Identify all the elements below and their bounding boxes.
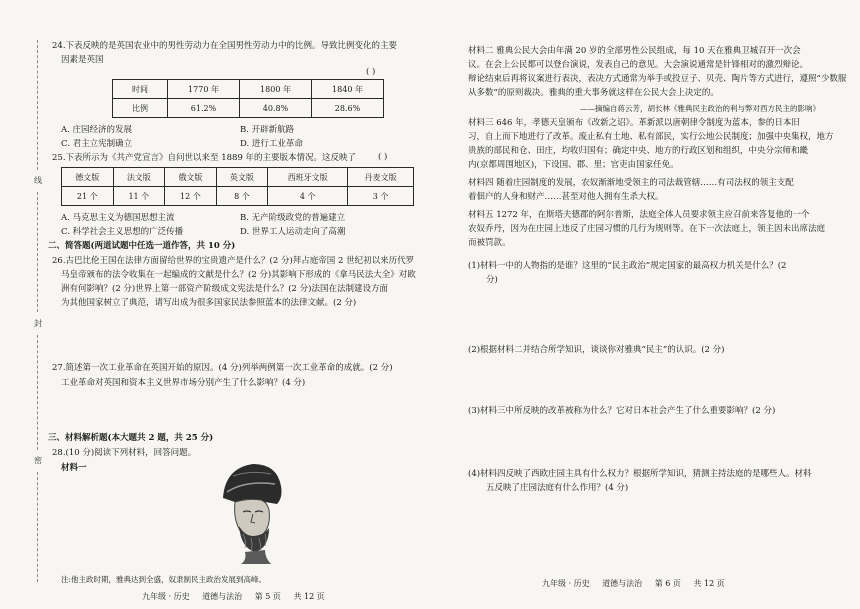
answer-paren-25: ( ) — [378, 152, 388, 162]
option-25-b: B. 无产阶级政党的普遍建立 — [240, 213, 346, 223]
footer-total-pages: 共 12 页 — [693, 579, 725, 588]
option-24-d: D. 进行工业革命 — [240, 139, 303, 149]
table-q25 — [61, 167, 414, 206]
material-2-source: ——摘编自蒋云芳，胡长林《雅典民主政治的利与弊对西方民主的影响》 — [580, 104, 820, 113]
section-2-heading: 二、简答题(两道试题中任选一道作答，共 10 分) — [48, 241, 236, 251]
material-4-line2: 着佃户的人身和财产……甚至对他人拥有生杀大权。 — [468, 192, 664, 202]
binding-mark-seal: 封 — [34, 319, 42, 328]
table-cell: 法文版 — [113, 168, 165, 187]
subquestion-2: (2)根据材料二并结合所学知识，谈谈你对雅典“民主”的认识。(2 分) — [468, 345, 725, 355]
question-24-stem: 24.下表反映的是英国农业中的男性劳动力在全国男性劳动力中的比例。导致比例变化的主要 — [52, 41, 398, 51]
subquestion-4-cont: 五反映了庄园法庭有什么作用？(4 分) — [486, 483, 629, 493]
material-5-line1: 材料五 1272 年，在斯塔夫德郡的阿尔普斯，法庭全体人员要求领主应召前来答复他的一个 — [468, 210, 810, 220]
table-row — [113, 80, 384, 99]
page-footer — [142, 591, 335, 602]
page-footer — [542, 578, 735, 589]
binding-mark-secret: 密 — [34, 456, 42, 465]
footer-subject: 九年级 · 历史 — [542, 579, 590, 588]
question-24-stem-cont: 因素是英国 — [61, 55, 104, 65]
option-25-c: C. 科学社会主义思想的广泛传播 — [61, 227, 184, 237]
question-27-line1: 27.简述第一次工业革命在英国开始的原因。(4 分)列举两例第一次工业革命的成就。(2 分) — [52, 363, 393, 373]
table-cell: 丹麦文版 — [348, 168, 414, 187]
question-26-line4: 为其他国家树立了典范，请写出成为很多国家民法参照蓝本的法律文献。(2 分) — [61, 298, 357, 308]
material-2-line1: 材料二 雅典公民大会由年满 20 岁的全部男性公民组成，每 10 天在雅典卫城召开一次会 — [468, 46, 801, 56]
material-5-line3: 而被罚款。 — [468, 238, 511, 248]
table-cell: 61.2% — [168, 99, 240, 118]
table-cell: 1840 年 — [312, 80, 384, 99]
binding-dashed-line — [37, 192, 38, 312]
question-26-line1: 26.古巴比伦王国在法律方面留给世界的宝贵遗产是什么？(2 分)拜占庭帝国 2 世纪初以来历代罗 — [52, 256, 415, 266]
table-cell: 40.8% — [240, 99, 312, 118]
option-25-a: A. 马克思主义为德国思想主流 — [61, 213, 175, 223]
table-cell: 4 个 — [268, 187, 348, 206]
table-cell: 11 个 — [113, 187, 165, 206]
subquestion-1: (1)材料一中的人物指的是谁？这里的“民主政治”规定国家的最高权力机关是什么？(2 — [468, 261, 787, 271]
material-3-line3: 贵族的部民和仓、田庄，均收归国有；确定中央、地方的行政区划和组织，中央分宗师和畿 — [468, 146, 809, 156]
option-24-b: B. 开辟新航路 — [240, 125, 295, 135]
material-5-line2: 农奴乔丹，因为在庄园上违反了庄园习惯的几行为规则等。在下一次法庭上，领主因未出席法庭 — [468, 224, 826, 234]
table-row — [62, 187, 414, 206]
material-2-line2: 议。在会上公民都可以登台演说，发表自己的意见。大会演说通常是针锋相对的激烈辩论。 — [468, 60, 809, 70]
option-24-c: C. 君主立宪制确立 — [61, 139, 133, 149]
pericles-portrait-image — [205, 458, 291, 564]
material-2-line4: 从多数”的原则裁决。雅典的重大事务就这样在公民大会上决定的。 — [468, 88, 719, 98]
option-25-d: D. 世界工人运动走向了高潮 — [240, 227, 346, 237]
table-row — [113, 99, 384, 118]
table-cell: 时间 — [113, 80, 168, 99]
material-1-label: 材料一 — [61, 463, 87, 473]
table-cell: 1770 年 — [168, 80, 240, 99]
table-cell: 28.6% — [312, 99, 384, 118]
binding-dashed-line — [37, 472, 38, 582]
footer-page-number: 第 6 页 — [654, 579, 681, 588]
table-cell: 俄文版 — [165, 168, 217, 187]
question-26-line3: 洲有何影响？(2 分)世界上第一部资产阶级成文宪法是什么？(2 分)法国在法制建设方面 — [61, 284, 388, 294]
table-cell: 1800 年 — [240, 80, 312, 99]
material-2-line3: 辩论结束后再将议案进行表决，表决方式通常为举手或投豆子、贝壳、陶片等方式进行，遵照“少数服 — [468, 74, 847, 84]
question-27-line2: 工业革命对英国和资本主义世界市场分别产生了什么影响？(4 分) — [61, 378, 306, 388]
subquestion-3: (3)材料三中所反映的改革被称为什么？它对日本社会产生了什么重要影响？(2 分) — [468, 406, 776, 416]
material-3-line2: 习，自上而下地进行了改革。废止私有土地、私有部民，实行公地公民制度；加强中央集权，地方 — [468, 132, 834, 142]
footer-total-pages: 共 12 页 — [293, 592, 325, 601]
question-28-stem: 28.(10 分)阅读下列材料，回答问题。 — [52, 448, 197, 458]
table-q24 — [112, 79, 384, 118]
table-cell: 比例 — [113, 99, 168, 118]
option-24-a: A. 庄园经济的发展 — [61, 125, 133, 135]
section-3-heading: 三、材料解析题(本大题共 2 题，共 25 分) — [48, 433, 214, 443]
question-25-stem: 25.下表所示为《共产党宣言》自问世以来至 1889 年的主要版本情况。这反映了 — [52, 153, 357, 163]
exam-page-6 — [430, 0, 860, 609]
material-3-line4: 内(京都周围地区)，下设国、郡、里；官吏由国家任免。 — [468, 160, 679, 170]
table-cell: 英文版 — [216, 168, 268, 187]
material-4-line1: 材料四 随着庄园制度的发展，农奴渐渐地受领主的司法裁管辖……有司法权的领主支配 — [468, 178, 794, 188]
footer-page-number: 第 5 页 — [254, 592, 281, 601]
table-cell: 12 个 — [165, 187, 217, 206]
note-pericles: 注:他主政时期，雅典达到全盛，奴隶制民主政治发展到高峰。 — [61, 575, 267, 584]
answer-paren-24: ( ) — [366, 67, 376, 77]
table-row — [62, 168, 414, 187]
footer-subject: 九年级 · 历史 — [142, 592, 190, 601]
subquestion-4: (4)材料四反映了西欧庄园主具有什么权力？根据所学知识，猜测主持法庭的是哪些人。材料 — [468, 469, 812, 479]
table-cell: 21 个 — [62, 187, 114, 206]
question-26-line2: 马皇帝颁布的法令收集在一起编成的文献是什么？(2 分)其影响下形成的《拿马民法大全》对欧 — [61, 270, 416, 280]
footer-subject-2: 道德与法治 — [202, 592, 243, 601]
subquestion-1-cont: 分) — [486, 275, 498, 285]
binding-dashed-line — [37, 40, 38, 170]
table-cell: 8 个 — [216, 187, 268, 206]
material-3-line1: 材料三 646 年，孝德天皇颁布《改新之诏》。革新派以唐朝律令制度为蓝本，参的日本旧 — [468, 118, 800, 128]
binding-mark-line: 线 — [34, 176, 42, 185]
table-cell: 西班牙文版 — [268, 168, 348, 187]
footer-subject-2: 道德与法治 — [602, 579, 643, 588]
binding-dashed-line — [37, 335, 38, 450]
table-cell: 3 个 — [348, 187, 414, 206]
table-cell: 德文版 — [62, 168, 114, 187]
